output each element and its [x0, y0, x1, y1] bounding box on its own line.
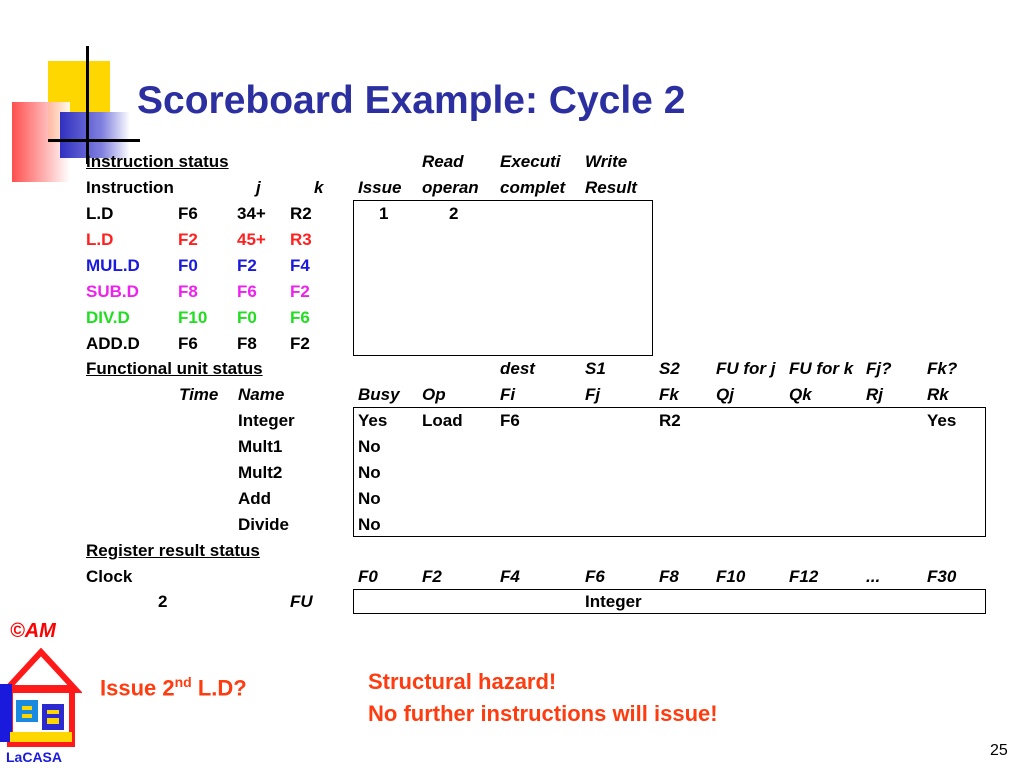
reg-f10: F10	[716, 567, 746, 586]
row-dst: F10	[178, 308, 208, 327]
row-dst: F6	[178, 334, 198, 353]
row-dst: F0	[178, 256, 198, 275]
row-op: L.D	[86, 204, 114, 223]
register-result-status-label: Register result status	[86, 541, 260, 560]
row-op: ADD.D	[86, 334, 140, 353]
header-execution: Executi	[500, 152, 561, 171]
reg-f30: F30	[927, 567, 957, 586]
fu-busy: Yes	[358, 411, 388, 430]
fu-rk: Yes	[927, 411, 957, 430]
reg-f12: F12	[789, 567, 819, 586]
row-op: MUL.D	[86, 256, 140, 275]
header-read: Read	[422, 152, 464, 171]
fu-header-fj-ready: Fj?	[866, 359, 892, 378]
fu-name: Mult2	[238, 463, 283, 482]
fu-header-s2: S2	[659, 359, 680, 378]
header-result: Result	[585, 178, 637, 197]
row-j: F2	[237, 256, 257, 275]
row-j: F8	[237, 334, 257, 353]
reg-f6: F6	[585, 567, 605, 586]
reg-f6-value: Integer	[585, 592, 642, 611]
fu-header-fu-for-j: FU for j	[716, 359, 776, 378]
fu-header-qj: Qj	[716, 385, 734, 404]
fu-header-dest: dest	[500, 359, 535, 378]
fu-name: Add	[238, 489, 272, 508]
row-k: R2	[290, 204, 312, 223]
row-dst: F8	[178, 282, 198, 301]
reg-f0: F0	[358, 567, 378, 586]
fu-header-op: Op	[422, 385, 446, 404]
row-op: L.D	[86, 230, 114, 249]
row-dst: F6	[178, 204, 198, 223]
fu-header-fu-for-k: FU for k	[789, 359, 854, 378]
structural-hazard-note: Structural hazard!	[368, 669, 557, 694]
fu-header-fi: Fi	[500, 385, 516, 404]
header-write: Write	[585, 152, 628, 171]
fu-header-s1: S1	[585, 359, 606, 378]
header-k: k	[314, 178, 324, 197]
page-title: Scoreboard Example: Cycle 2	[137, 79, 686, 122]
fu-header-fj: Fj	[585, 385, 601, 404]
row-k: F6	[290, 308, 310, 327]
fu-header-fk-ready: Fk?	[927, 359, 958, 378]
fu-header-fk: Fk	[659, 385, 679, 404]
fu-header-busy: Busy	[358, 385, 400, 404]
fu-op: Load	[422, 411, 463, 430]
header-j: j	[256, 178, 261, 197]
row-k: R3	[290, 230, 312, 249]
issue-question-tail: L.D?	[191, 675, 247, 701]
row-k: F2	[290, 282, 310, 301]
fu-header-rj: Rj	[866, 385, 883, 404]
reg-ellipsis: ...	[866, 567, 881, 586]
clock-value: 2	[158, 592, 168, 611]
fu-busy: No	[358, 489, 381, 508]
functional-unit-status-label: Functional unit status	[86, 359, 263, 378]
lacasa-logo-icon	[0, 648, 82, 748]
fu-busy: No	[358, 437, 381, 456]
no-further-issue-note: No further instructions will issue!	[368, 701, 718, 726]
row-dst: F2	[178, 230, 198, 249]
title-decoration	[0, 40, 140, 170]
fu-header-rk: Rk	[927, 385, 949, 404]
header-complete: complet	[500, 178, 566, 197]
lacasa-logo-text: LaCASA	[6, 749, 63, 765]
row-issue: 1	[379, 204, 389, 223]
fu-fk: R2	[659, 411, 681, 430]
row-k: F4	[290, 256, 310, 275]
row-j: 34+	[237, 204, 266, 223]
register-result-box	[353, 589, 986, 614]
reg-f2: F2	[422, 567, 442, 586]
fu-name: Integer	[238, 411, 295, 430]
fu-name: Mult1	[238, 437, 283, 456]
fu-header-time: Time	[179, 385, 219, 404]
fu-row-label: FU	[290, 592, 313, 611]
header-operands: operan	[422, 178, 479, 197]
row-read: 2	[449, 204, 459, 223]
header-instruction: Instruction	[86, 178, 174, 197]
row-op: SUB.D	[86, 282, 139, 301]
row-j: 45+	[237, 230, 266, 249]
fu-header-name: Name	[238, 385, 285, 404]
reg-f4: F4	[500, 567, 520, 586]
fu-busy: No	[358, 463, 381, 482]
fu-fi: F6	[500, 411, 520, 430]
fu-name: Divide	[238, 515, 290, 534]
reg-f8: F8	[659, 567, 679, 586]
issue-question-superscript: nd	[174, 674, 192, 690]
row-op: DIV.D	[86, 308, 130, 327]
row-j: F0	[237, 308, 257, 327]
header-issue: Issue	[358, 178, 402, 197]
issue-question-text: Issue 2	[100, 675, 175, 701]
instruction-status-box	[353, 200, 653, 356]
instruction-status-label: Instruction status	[86, 152, 229, 171]
clock-label: Clock	[86, 567, 133, 586]
copyright-text: ©AM	[10, 620, 56, 642]
issue-question	[100, 668, 247, 702]
fu-header-qk: Qk	[789, 385, 812, 404]
row-k: F2	[290, 334, 310, 353]
fu-busy: No	[358, 515, 381, 534]
row-j: F6	[237, 282, 257, 301]
page-number: 25	[990, 742, 1008, 759]
